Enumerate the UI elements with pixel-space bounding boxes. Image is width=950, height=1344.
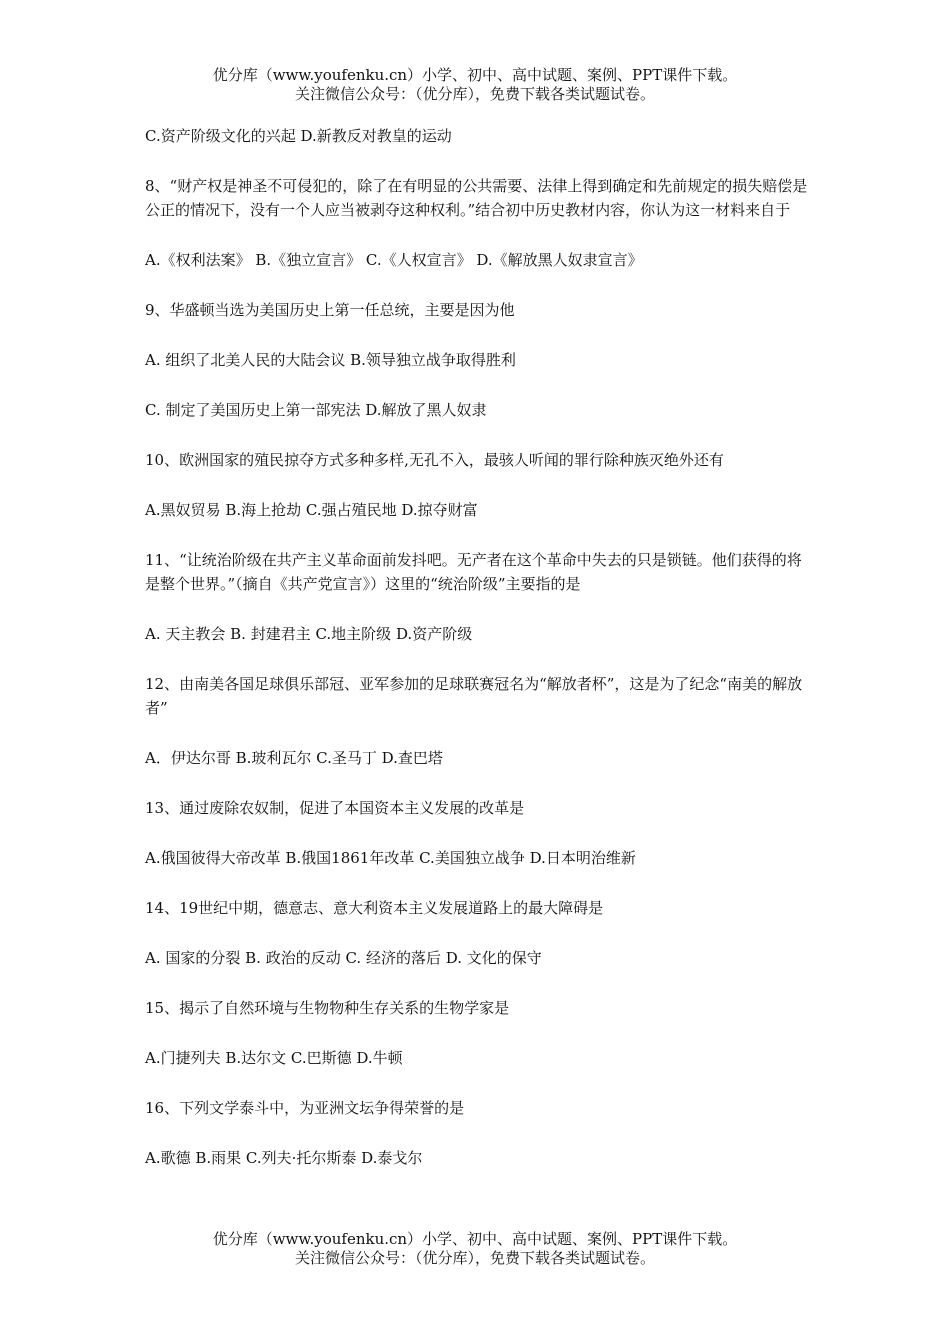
options-q8: A.《权利法案》 B.《独立宣言》 C.《人权宣言》 D.《解放黑人奴隶宣言》 — [145, 251, 643, 269]
options-q16: A.歌德 B.雨果 C.列夫·托尔斯泰 D.泰戈尔 — [145, 1149, 423, 1167]
document-body — [145, 124, 815, 1196]
question-16: 16、下列文学泰斗中，为亚洲文坛争得荣誉的是 — [145, 1099, 465, 1117]
footer-line-1: 优分库（www.youfenku.cn）小学、初中、高中试题、案例、PPT课件下载。 — [212, 1230, 738, 1248]
options-q7-continued: C.资产阶级文化的兴起 D.新教反对教皇的运动 — [145, 127, 452, 145]
question-9: 9、华盛顿当选为美国历史上第一任总统，主要是因为他 — [145, 301, 515, 319]
question-12: 12、由南美各国足球俱乐部冠、亚军参加的足球联赛冠名为“解放者杯”，这是为了纪念“南美的解放者” — [145, 675, 803, 717]
page-footer — [0, 1230, 950, 1268]
options-q9-cd: C. 制定了美国历史上第一部宪法 D.解放了黑人奴隶 — [145, 401, 487, 419]
question-14: 14、19世纪中期，德意志、意大利资本主义发展道路上的最大障碍是 — [145, 899, 604, 917]
options-q11: A. 天主教会 B. 封建君主 C.地主阶级 D.资产阶级 — [145, 625, 473, 643]
question-11: 11、“让统治阶级在共产主义革命面前发抖吧。无产者在这个革命中失去的只是锁链。他们获得的将是整个世界。”（摘自《共产党宣言》）这里的“统治阶级”主要指的是 — [145, 551, 802, 593]
question-8: 8、“财产权是神圣不可侵犯的，除了在有明显的公共需要、法律上得到确定和先前规定的损失赔偿是公正的情况下，没有一个人应当被剥夺这种权利。”结合初中历史教材内容，你认为这一材料来自于 — [145, 177, 808, 219]
question-13: 13、通过废除农奴制，促进了本国资本主义发展的改革是 — [145, 799, 525, 817]
options-q12: A．伊达尔哥 B.玻利瓦尔 C.圣马丁 D.查巴塔 — [145, 749, 443, 767]
options-q9-ab: A. 组织了北美人民的大陆会议 B.领导独立战争取得胜利 — [145, 351, 516, 369]
options-q15: A.门捷列夫 B.达尔文 C.巴斯德 D.牛顿 — [145, 1049, 403, 1067]
question-15: 15、揭示了自然环境与生物物种生存关系的生物学家是 — [145, 999, 510, 1017]
question-10: 10、欧洲国家的殖民掠夺方式多种多样,无孔不入，最骇人听闻的罪行除种族灭绝外还有 — [145, 451, 724, 469]
page-header — [0, 66, 950, 104]
options-q13: A.俄国彼得大帝改革 B.俄国1861年改革 C.美国独立战争 D.日本明治维新 — [145, 849, 636, 867]
footer-line-2: 关注微信公众号：（优分库），免费下载各类试题试卷。 — [294, 1249, 655, 1267]
options-q10: A.黑奴贸易 B.海上抢劫 C.强占殖民地 D.掠夺财富 — [145, 501, 478, 519]
header-line-1: 优分库（www.youfenku.cn）小学、初中、高中试题、案例、PPT课件下载。 — [212, 66, 738, 84]
options-q14: A. 国家的分裂 B. 政治的反动 C. 经济的落后 D. 文化的保守 — [145, 949, 542, 967]
header-line-2: 关注微信公众号：（优分库），免费下载各类试题试卷。 — [294, 85, 655, 103]
